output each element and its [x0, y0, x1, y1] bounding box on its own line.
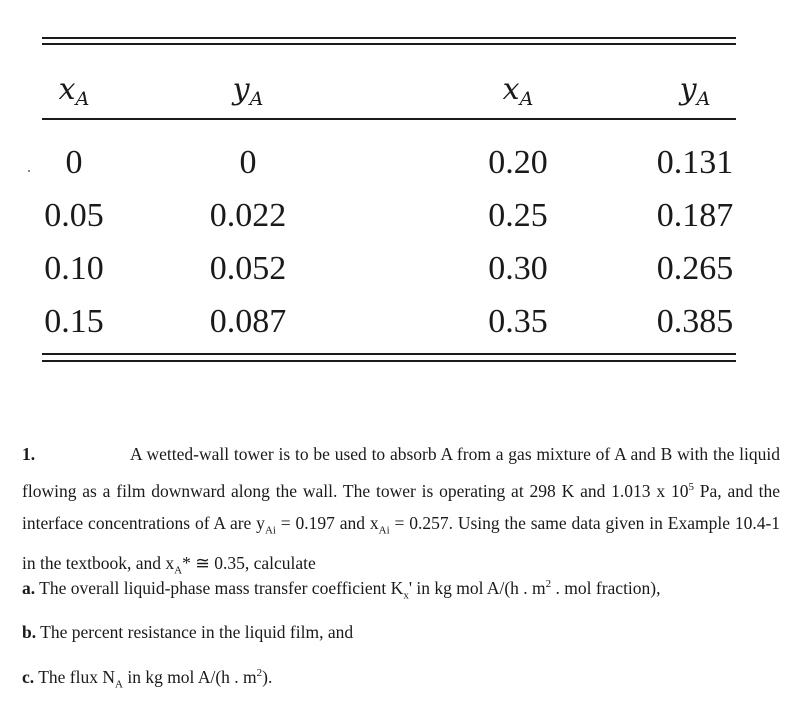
table-cell: 0.385 — [656, 303, 734, 340]
stray-mark — [28, 170, 30, 172]
table-top-rule-1 — [42, 37, 736, 39]
table-cell: 0.15 — [44, 303, 104, 340]
header-xa-1: $x_A$ — [58, 72, 90, 110]
table-cell: 0.35 — [488, 303, 548, 340]
table-cell: 0.131 — [656, 144, 734, 181]
table-cell: 0.052 — [209, 250, 287, 287]
problem-statement: 1. A wetted-wall tower is to be used to absorb A from a gas mixture of A and B with the liquid flowing as a film downward along the wall. The tower is operating at 298 K and 1.013 x $10^5$ Pa, and the interface concentrations of A are $y_{Ai} = 0.197$ and $x_{Ai} = 0.257$. Using the same data given in Example 10.4-1 in the textbook, and $x_A*$ ≅ 0.35, calculate — [22, 438, 780, 587]
table-cell: 0.20 — [488, 144, 548, 181]
table-cell: 0.187 — [656, 197, 734, 234]
table-cell: 0.05 — [44, 197, 104, 234]
table-cell: 0.10 — [44, 250, 104, 287]
table-header-rule — [42, 118, 736, 120]
item-c: c. The flux $N_A$ in kg mol A/(h . $m^2$). — [22, 667, 273, 691]
table-top-rule-2 — [42, 43, 736, 45]
header-ya-1: $y_A$ — [232, 72, 264, 110]
header-ya-2: $y_A$ — [679, 72, 711, 110]
item-b: b. The percent resistance in the liquid film, and — [22, 622, 354, 642]
table-bottom-rule-1 — [42, 353, 736, 355]
table-cell: 0.022 — [209, 197, 287, 234]
table-cell: 0 — [239, 144, 257, 181]
table-cell: 0.265 — [656, 250, 734, 287]
table-cell: 0.30 — [488, 250, 548, 287]
item-a: a. The overall liquid-phase mass transfer coefficient $K_x'$ in kg mol A/(h . $m^2$ . mol fraction), — [22, 578, 661, 602]
table-bottom-rule-2 — [42, 360, 736, 362]
problem-number: 1. — [22, 444, 36, 464]
header-xa-2: $x_A$ — [502, 72, 534, 110]
table-cell: 0.25 — [488, 197, 548, 234]
table-cell: 0 — [65, 144, 83, 181]
table-cell: 0.087 — [209, 303, 287, 340]
